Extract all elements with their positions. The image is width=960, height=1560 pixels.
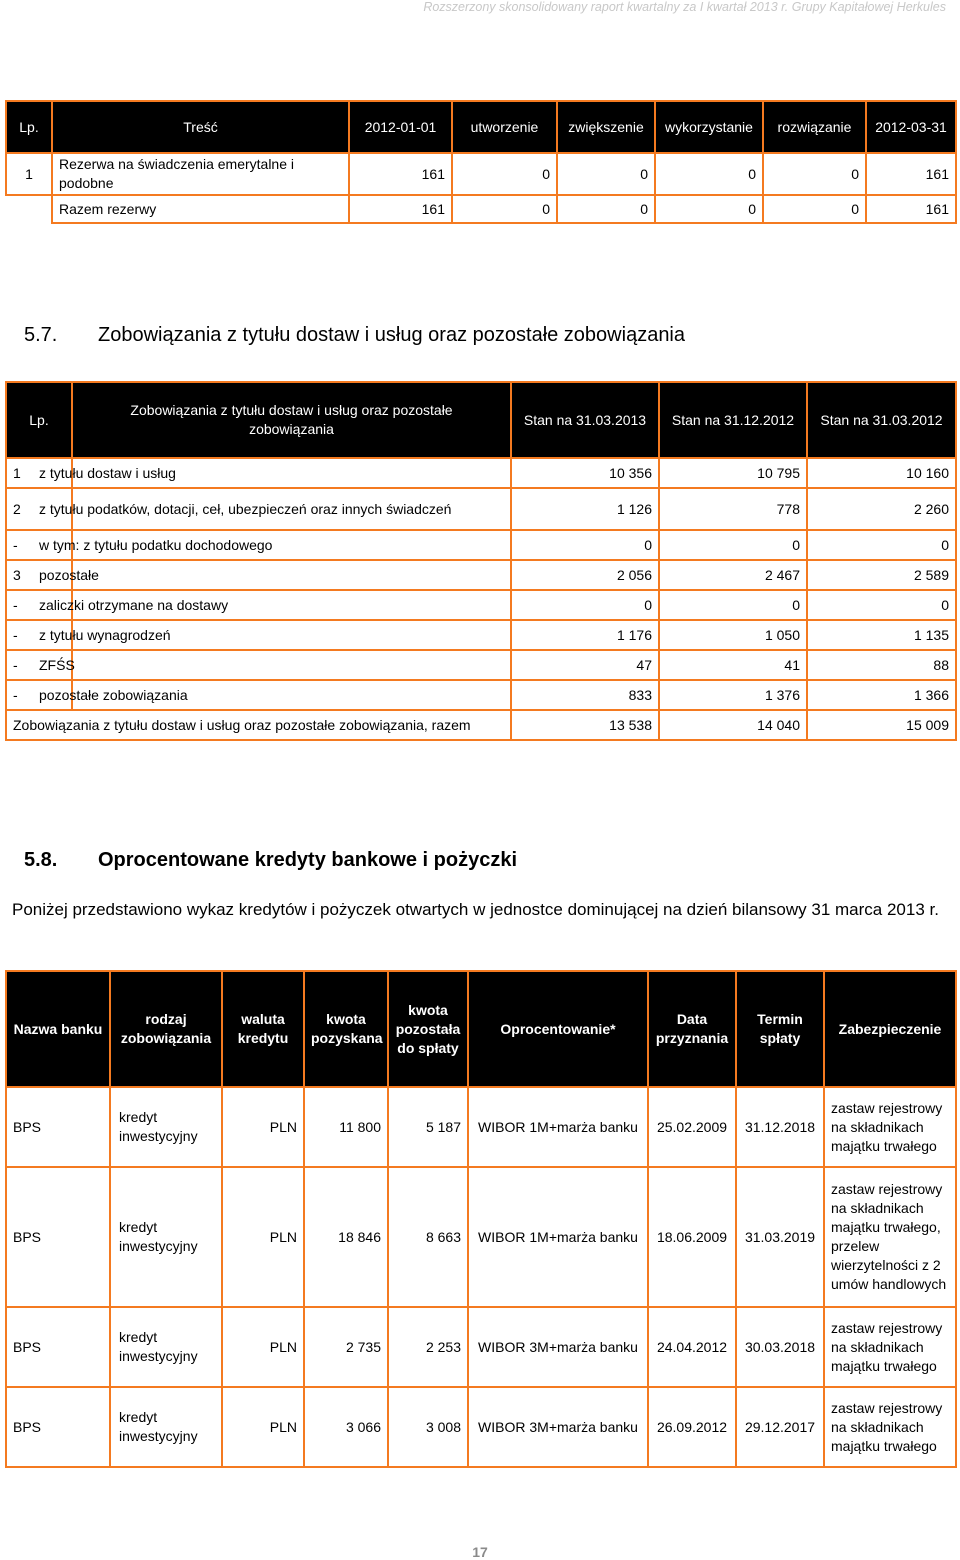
total-value: 0 (763, 195, 866, 223)
table-header-row (6, 382, 956, 458)
section-number: 5.8. (24, 849, 58, 871)
section-heading-5-8 (24, 849, 944, 877)
row-name: w tym: z tytułu podatku dochodowego (32, 530, 471, 560)
cell-value: 1 176 (511, 620, 659, 650)
cell-value: 1 376 (659, 680, 807, 710)
cell-value: 10 356 (511, 458, 659, 488)
table-row (6, 458, 956, 488)
table-row (6, 620, 956, 650)
col-header: Zobowiązania z tytułu dostaw i usług oraz pozostałe zobowiązania (72, 382, 511, 458)
total-value: 161 (866, 195, 956, 223)
amount: 18 846 (304, 1167, 388, 1307)
col-header: Data przyznania (648, 971, 736, 1087)
row-name: z tytułu podatków, dotacji, ceł, ubezpieczeń oraz innych świadczeń (32, 488, 471, 530)
row-name: Rezerwa na świadczenia emerytalne i podobne (52, 153, 349, 195)
col-header: Treść (52, 101, 349, 153)
cell-value: 0 (659, 590, 807, 620)
security: zastaw rejestrowy na składnikach majątku trwałego, przelew wierzytelności z 2 umów handlowych (824, 1167, 956, 1307)
cell-value: 41 (659, 650, 807, 680)
cell-value: 88 (807, 650, 956, 680)
table-header-row (6, 101, 956, 153)
grant-date: 26.09.2012 (648, 1387, 736, 1467)
currency: PLN (222, 1167, 304, 1307)
section-heading-5-7 (24, 324, 944, 352)
loan-type: kredyt inwestycyjny (110, 1307, 222, 1387)
security: zastaw rejestrowy na składnikach majątku trwałego (824, 1087, 956, 1167)
cell-value: 1 135 (807, 620, 956, 650)
cell-value: 10 160 (807, 458, 956, 488)
total-row (6, 710, 956, 740)
currency: PLN (222, 1387, 304, 1467)
row-name: zaliczki otrzymane na dostawy (32, 590, 471, 620)
table-row (6, 650, 956, 680)
col-header: Stan na 31.03.2012 (807, 382, 956, 458)
cell-value: 0 (511, 590, 659, 620)
total-value: 0 (655, 195, 763, 223)
col-header: kwota pozyskana (304, 971, 388, 1087)
total-label: Razem rezerwy (52, 195, 349, 223)
bank-name: BPS (6, 1387, 110, 1467)
loans-table (5, 970, 957, 1468)
row-name: z tytułu wynagrodzeń (32, 620, 471, 650)
bank-name: BPS (6, 1307, 110, 1387)
grant-date: 25.02.2009 (648, 1087, 736, 1167)
currency: PLN (222, 1307, 304, 1387)
loan-type: kredyt inwestycyjny (110, 1087, 222, 1167)
total-value: 0 (557, 195, 655, 223)
bank-name: BPS (6, 1087, 110, 1167)
cell-value: 0 (557, 153, 655, 195)
amount: 2 735 (304, 1307, 388, 1387)
grant-date: 18.06.2009 (648, 1167, 736, 1307)
remaining: 2 253 (388, 1307, 468, 1387)
cell-value: 1 050 (659, 620, 807, 650)
table-row (6, 1307, 956, 1387)
interest-rate: WIBOR 3M+marża banku (468, 1387, 648, 1467)
cell-value: 0 (452, 153, 557, 195)
cell-value: 0 (659, 530, 807, 560)
col-header: kwota pozostała do spłaty (388, 971, 468, 1087)
row-name: ZFŚS (32, 650, 471, 680)
table-row (6, 560, 956, 590)
page-number: 17 (472, 1544, 488, 1560)
col-header: wykorzystanie (655, 101, 763, 153)
row-name: z tytułu dostaw i usług (32, 458, 471, 488)
col-header: Lp. (6, 382, 72, 458)
section-number: 5.7. (24, 324, 58, 346)
cell-value: 0 (807, 590, 956, 620)
col-header: rozwiązanie (763, 101, 866, 153)
total-value: 0 (452, 195, 557, 223)
total-value: 13 538 (511, 710, 659, 740)
cell-value: 2 589 (807, 560, 956, 590)
col-header: 2012-01-01 (349, 101, 452, 153)
total-value: 14 040 (659, 710, 807, 740)
total-value: 161 (349, 195, 452, 223)
table-row (6, 488, 956, 530)
cell-value: 1 126 (511, 488, 659, 530)
col-header: Lp. (6, 101, 52, 153)
total-row (6, 195, 956, 223)
table-header-row (6, 971, 956, 1087)
table-row (6, 1167, 956, 1307)
cell-value: 161 (349, 153, 452, 195)
due-date: 30.03.2018 (736, 1307, 824, 1387)
col-header: Zabezpieczenie (824, 971, 956, 1087)
total-value: 15 009 (807, 710, 956, 740)
row-lp: 2 (6, 488, 72, 530)
col-header: zwiększenie (557, 101, 655, 153)
table-row (6, 590, 956, 620)
table-row (6, 153, 956, 195)
col-header: waluta kredytu (222, 971, 304, 1087)
cell-value: 0 (807, 530, 956, 560)
table-row (6, 1387, 956, 1467)
cell-value: 0 (511, 530, 659, 560)
cell-value: 1 366 (807, 680, 956, 710)
bank-name: BPS (6, 1167, 110, 1307)
cell-value: 2 260 (807, 488, 956, 530)
running-header: Rozszerzony skonsolidowany raport kwartalny za I kwartał 2013 r. Grupy Kapitałowej Herkules (423, 0, 946, 14)
col-header: utworzenie (452, 101, 557, 153)
col-header: Oprocentowanie* (468, 971, 648, 1087)
security: zastaw rejestrowy na składnikach majątku trwałego (824, 1387, 956, 1467)
interest-rate: WIBOR 1M+marża banku (468, 1167, 648, 1307)
interest-rate: WIBOR 1M+marża banku (468, 1087, 648, 1167)
row-lp: - (6, 530, 72, 560)
col-header: rodzaj zobowiązania (110, 971, 222, 1087)
loan-type: kredyt inwestycyjny (110, 1387, 222, 1467)
remaining: 5 187 (388, 1087, 468, 1167)
row-lp: - (6, 620, 72, 650)
interest-rate: WIBOR 3M+marża banku (468, 1307, 648, 1387)
table-row (6, 680, 956, 710)
col-header: 2012-03-31 (866, 101, 956, 153)
due-date: 29.12.2017 (736, 1387, 824, 1467)
col-header: Stan na 31.03.2013 (511, 382, 659, 458)
section-title: Oprocentowane kredyty bankowe i pożyczki (98, 849, 518, 871)
currency: PLN (222, 1087, 304, 1167)
row-name: pozostałe zobowiązania (32, 680, 471, 710)
col-header: Stan na 31.12.2012 (659, 382, 807, 458)
cell-value: 0 (763, 153, 866, 195)
section-title: Zobowiązania z tytułu dostaw i usług oraz pozostałe zobowiązania (98, 324, 686, 346)
table-row (6, 1087, 956, 1167)
loan-type: kredyt inwestycyjny (110, 1167, 222, 1307)
cell-value: 2 467 (659, 560, 807, 590)
row-lp: 3 (6, 560, 72, 590)
table-row (6, 530, 956, 560)
intro-paragraph: Poniżej przedstawiono wykaz kredytów i pożyczek otwartych w jednostce dominującej na dzień bilansowy 31 marca 2013 r. (12, 900, 939, 919)
row-lp: 1 (6, 458, 72, 488)
cell-value: 778 (659, 488, 807, 530)
remaining: 3 008 (388, 1387, 468, 1467)
row-lp: 1 (6, 153, 52, 195)
col-header: Termin spłaty (736, 971, 824, 1087)
row-lp: - (6, 650, 72, 680)
row-lp: - (6, 680, 72, 710)
cell-value: 10 795 (659, 458, 807, 488)
col-header: Nazwa banku (6, 971, 110, 1087)
security: zastaw rejestrowy na składnikach majątku trwałego (824, 1307, 956, 1387)
reserves-table (5, 100, 957, 224)
cell-value: 161 (866, 153, 956, 195)
due-date: 31.12.2018 (736, 1087, 824, 1167)
due-date: 31.03.2019 (736, 1167, 824, 1307)
cell-value: 47 (511, 650, 659, 680)
remaining: 8 663 (388, 1167, 468, 1307)
amount: 11 800 (304, 1087, 388, 1167)
row-name: pozostałe (32, 560, 471, 590)
amount: 3 066 (304, 1387, 388, 1467)
cell-value: 833 (511, 680, 659, 710)
cell-value: 0 (655, 153, 763, 195)
liabilities-table (5, 381, 957, 741)
cell-value: 2 056 (511, 560, 659, 590)
grant-date: 24.04.2012 (648, 1307, 736, 1387)
row-lp: - (6, 590, 72, 620)
total-label: Zobowiązania z tytułu dostaw i usług oraz pozostałe zobowiązania, razem (6, 710, 511, 740)
